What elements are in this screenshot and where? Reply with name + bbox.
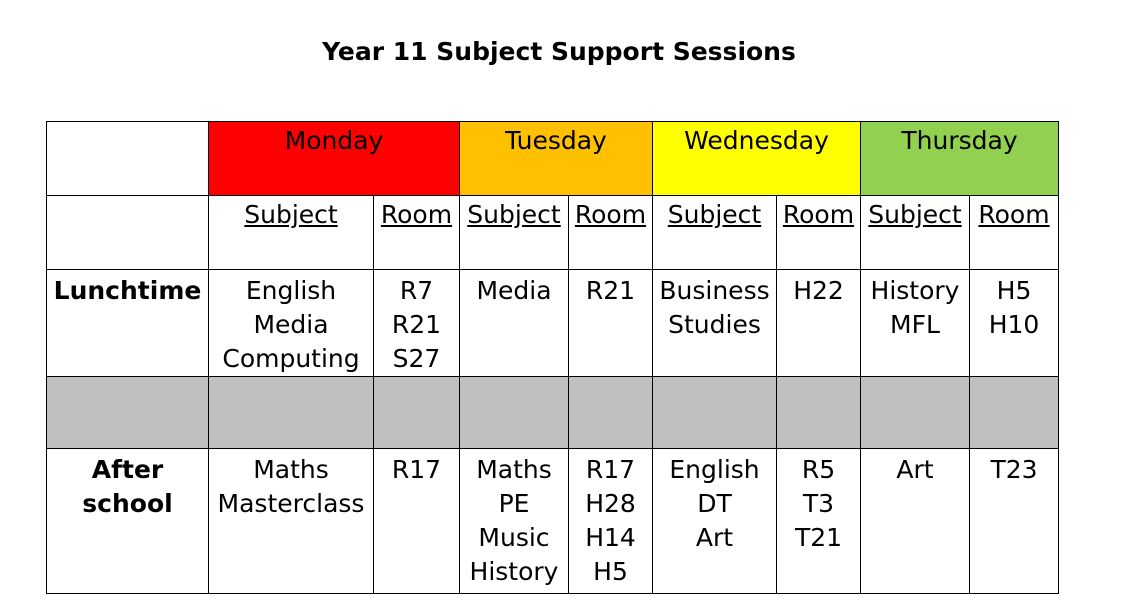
- cell-entry: MFL: [890, 310, 940, 339]
- room-header: [374, 196, 460, 270]
- tuesday-lunch-subjects: [460, 270, 569, 377]
- room-header: [777, 196, 861, 270]
- schedule-table: [46, 121, 1059, 594]
- room-header: [970, 196, 1059, 270]
- day-header-row: [47, 122, 1059, 196]
- cell-entry: Maths: [253, 455, 329, 484]
- room-header: [569, 196, 653, 270]
- cell-entry: H5: [996, 276, 1032, 305]
- blank-header-cell: [47, 196, 209, 270]
- subject-header-label: Subject: [467, 200, 561, 229]
- day-header-monday: Monday: [209, 122, 460, 196]
- monday-after-subjects: [209, 449, 374, 594]
- subject-header: [861, 196, 970, 270]
- day-header-thursday: Thursday: [861, 122, 1059, 196]
- tuesday-after-subjects: [460, 449, 569, 594]
- cell-entry: Music: [478, 523, 550, 552]
- cell-entry: Masterclass: [217, 489, 365, 518]
- cell-entry: R17: [391, 455, 442, 484]
- thursday-lunch-rooms: [970, 270, 1059, 377]
- subject-header: [653, 196, 777, 270]
- cell-entry: Art: [695, 523, 734, 552]
- cell-entry: H28: [585, 489, 636, 518]
- thursday-after-rooms: [970, 449, 1059, 594]
- cell-entry: R5: [801, 455, 836, 484]
- subject-header-label: Subject: [244, 200, 338, 229]
- monday-lunch-subjects: [209, 270, 374, 377]
- cell-entry: S27: [392, 344, 441, 373]
- separator-cell: [777, 377, 861, 449]
- cell-entry: H5: [593, 557, 628, 586]
- cell-entry: English: [669, 455, 760, 484]
- tuesday-after-rooms: [569, 449, 653, 594]
- wednesday-after-subjects: [653, 449, 777, 594]
- lunchtime-row: [47, 270, 1059, 377]
- page-title: Year 11 Subject Support Sessions: [322, 37, 796, 66]
- after-school-row: [47, 449, 1059, 594]
- row-label-lunchtime: Lunchtime: [47, 270, 209, 377]
- subject-header: [209, 196, 374, 270]
- room-header-label: Room: [782, 200, 855, 229]
- cell-entry: Computing: [222, 344, 360, 373]
- cell-entry: T3: [802, 489, 835, 518]
- cell-entry: History: [469, 557, 559, 586]
- cell-entry: Art: [896, 455, 934, 484]
- cell-entry: R7: [399, 276, 434, 305]
- separator-cell: [653, 377, 777, 449]
- separator-cell: [970, 377, 1059, 449]
- day-header-tuesday: Tuesday: [460, 122, 653, 196]
- cell-entry: History: [870, 276, 960, 305]
- cell-entry: R21: [585, 276, 636, 305]
- cell-entry: DT: [697, 489, 732, 518]
- monday-after-rooms: [374, 449, 460, 594]
- room-header-label: Room: [574, 200, 647, 229]
- thursday-after-subjects: [861, 449, 970, 594]
- cell-entry: Studies: [668, 310, 761, 339]
- monday-lunch-rooms: [374, 270, 460, 377]
- cell-entry: H10: [988, 310, 1040, 339]
- thursday-lunch-subjects: [861, 270, 970, 377]
- cell-entry: T21: [794, 523, 843, 552]
- cell-entry: English: [245, 276, 337, 305]
- cell-entry: H14: [585, 523, 636, 552]
- cell-entry: Business: [659, 276, 770, 305]
- cell-entry: school: [82, 489, 173, 518]
- separator-cell: [374, 377, 460, 449]
- cell-entry: R21: [391, 310, 442, 339]
- cell-entry: Media: [253, 310, 329, 339]
- cell-entry: Maths: [476, 455, 552, 484]
- separator-cell: [569, 377, 653, 449]
- wednesday-lunch-subjects: [653, 270, 777, 377]
- subject-header-label: Subject: [868, 200, 962, 229]
- row-label-after-school: [47, 449, 209, 594]
- cell-entry: H22: [793, 276, 844, 305]
- separator-cell: [209, 377, 374, 449]
- cell-entry: PE: [498, 489, 530, 518]
- tuesday-lunch-rooms: [569, 270, 653, 377]
- room-header-label: Room: [978, 200, 1050, 229]
- separator-cell: [460, 377, 569, 449]
- day-header-wednesday: Wednesday: [653, 122, 861, 196]
- room-header-label: Room: [380, 200, 453, 229]
- column-header-row: [47, 196, 1059, 270]
- cell-entry: After: [91, 455, 164, 484]
- separator-cell: [47, 377, 209, 449]
- subject-header: [460, 196, 569, 270]
- wednesday-after-rooms: [777, 449, 861, 594]
- corner-cell: [47, 122, 209, 196]
- subject-header-label: Subject: [667, 200, 762, 229]
- cell-entry: R17: [585, 455, 636, 484]
- cell-entry: Media: [476, 276, 552, 305]
- cell-entry: T23: [990, 455, 1038, 484]
- separator-row: [47, 377, 1059, 449]
- separator-cell: [861, 377, 970, 449]
- wednesday-lunch-rooms: [777, 270, 861, 377]
